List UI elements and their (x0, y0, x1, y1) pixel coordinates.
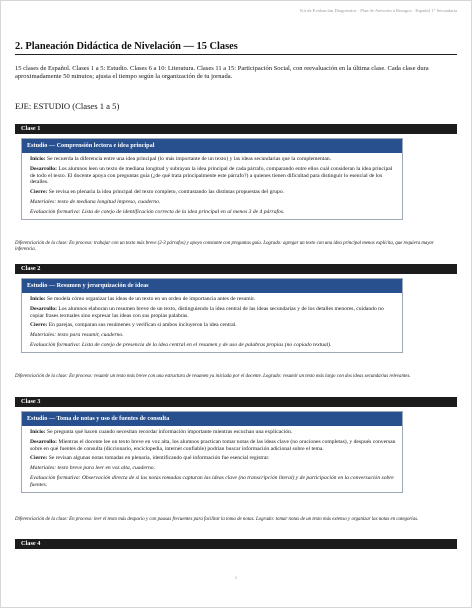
class-2-card-title: Estudio — Resumen y jerarquización de ideas (22, 279, 402, 293)
class-1-cierre: Cierre: Se revisa en plenaria la idea principal del texto completo, contrastando las distintas propuestas del grupo. (30, 189, 285, 196)
class-1-inicio: Inicio: Se recuerda la diferencia entre una idea principal (lo más importante de un texto) y las ideas secundarias que la complementan. (30, 156, 332, 162)
class-1-card (21, 138, 403, 220)
class-2-card (21, 278, 403, 353)
class-3-evaluacion: Evaluación formativa: Observación directa de si las notas tomadas capturan las ideas clave (no transcripción literal) y de participación en la conversación sobre fuentes. (30, 474, 394, 488)
class-1-evaluacion: Evaluación formativa: Lista de cotejo de identificación correcta de la idea principal en al menos 3 de 4 párrafos. (30, 208, 285, 215)
intro-paragraph: 15 clases de Español. Clases 1 a 5: Estudio. Clases 6 a 10: Literatura. Clases 11 a 15: Participación Social, con reevaluación en la última clase. Cada clase dura aproximadamente 50 minutos; ajusta el tiempo según la organización de tu jornada. (15, 65, 429, 80)
axis-heading: EJE: ESTUDIO (Clases 1 a 5) (15, 101, 120, 111)
running-header: Kit de Evaluación Diagnóstica · Plan de Atención a Rezagos · Español 1° Secundaria (300, 8, 457, 13)
class-3-cierre: Cierre: Se revisan algunas notas tomadas en plenaria, identificando qué información fue esencial registrar. (30, 455, 270, 462)
class-2-evaluacion: Evaluación formativa: Lista de cotejo de presencia de la idea central en el resumen y de uso de palabras propias (no copiado textual). (30, 341, 332, 348)
class-3-materiales: Materiales: texto breve para leer en voz alta, cuaderno. (30, 465, 155, 472)
class-1-desarrollo: Desarrollo: Los alumnos leen un texto de mediana longitud y subrayan la idea principal de cada párrafo, comparando entre ellos cuál consideran la idea principal de todo el texto. El docente apoya con preguntas guía (¿de qué trata principalmente este párrafo?) a quienes tienen dificultad para distinguir lo esencial de los detalles. (30, 165, 393, 186)
class-3-desarrollo: Desarrollo: Mientras el docente lee un texto breve en voz alta, los alumnos practican tomar notas de las ideas clave (no oraciones completas), y después conversan sobre en qué fuentes de consulta (diccionario, enciclopedia, internet confiable) podrían buscar información adicional sobre el tema. (30, 438, 396, 452)
class-2-materiales: Materiales: texto para resumir, cuaderno. (30, 332, 124, 339)
class-3-card-title: Estudio — Toma de notas y uso de fuentes de consulta (22, 412, 402, 426)
class-1-diferenciacion: Diferenciación de la clase: En proceso: trabajar con un texto más breve (2-3 párrafos) y apoyo constante con preguntas guía. Logrado: agregar un texto con una idea principal menos explícita, que requiera mayor inferencia. (15, 241, 434, 253)
class-3-inicio: Inicio: Se pregunta qué hacen cuando necesitan recordar información importante mientras escuchan una explicación. (30, 429, 293, 435)
class-1-card-title: Estudio — Comprensión lectora e idea principal (22, 139, 402, 153)
class-3-diferenciacion: Diferenciación de la clase: En proceso: leer el texto más despacio y con pausas frecuentes para facilitar la toma de notas. Logrado: tomar notas de un texto más extenso y organizar las notas en categorías. (15, 517, 419, 522)
class-3-bar: Clase 3 (15, 397, 457, 407)
class-3-card (21, 411, 403, 493)
class-1-materiales: Materiales: texto de mediana longitud impreso, cuaderno. (30, 198, 161, 205)
page-title: 2. Planeación Didáctica de Nivelación — 15 Clases (15, 41, 457, 55)
class-1-bar: Clase 1 (15, 124, 457, 134)
class-2-desarrollo: Desarrollo: Los alumnos elaboran un resumen breve de un texto, distinguiendo la idea central de las ideas secundarias y de los detalles menores, cuidando no copiar frases textuales sino expresar las ideas con sus propias palabras. (30, 305, 384, 319)
class-2-bar: Clase 2 (15, 264, 457, 274)
class-4-bar: Clase 4 (15, 539, 457, 549)
class-2-cierre: Cierre: En parejas, comparan sus resúmenes y verifican si ambos incluyeron la idea central. (30, 322, 237, 329)
class-2-inicio: Inicio: Se modela cómo organizar las ideas de un texto en un orden de importancia antes de resumir. (30, 296, 256, 302)
class-2-diferenciacion: Diferenciación de la clase: En proceso: resumir un texto más breve con una estructura de resumen ya iniciada por el docente. Logrado: resumir un texto más largo con dos ideas secundarias relevantes. (15, 374, 411, 379)
page-number: 6 (234, 575, 238, 580)
